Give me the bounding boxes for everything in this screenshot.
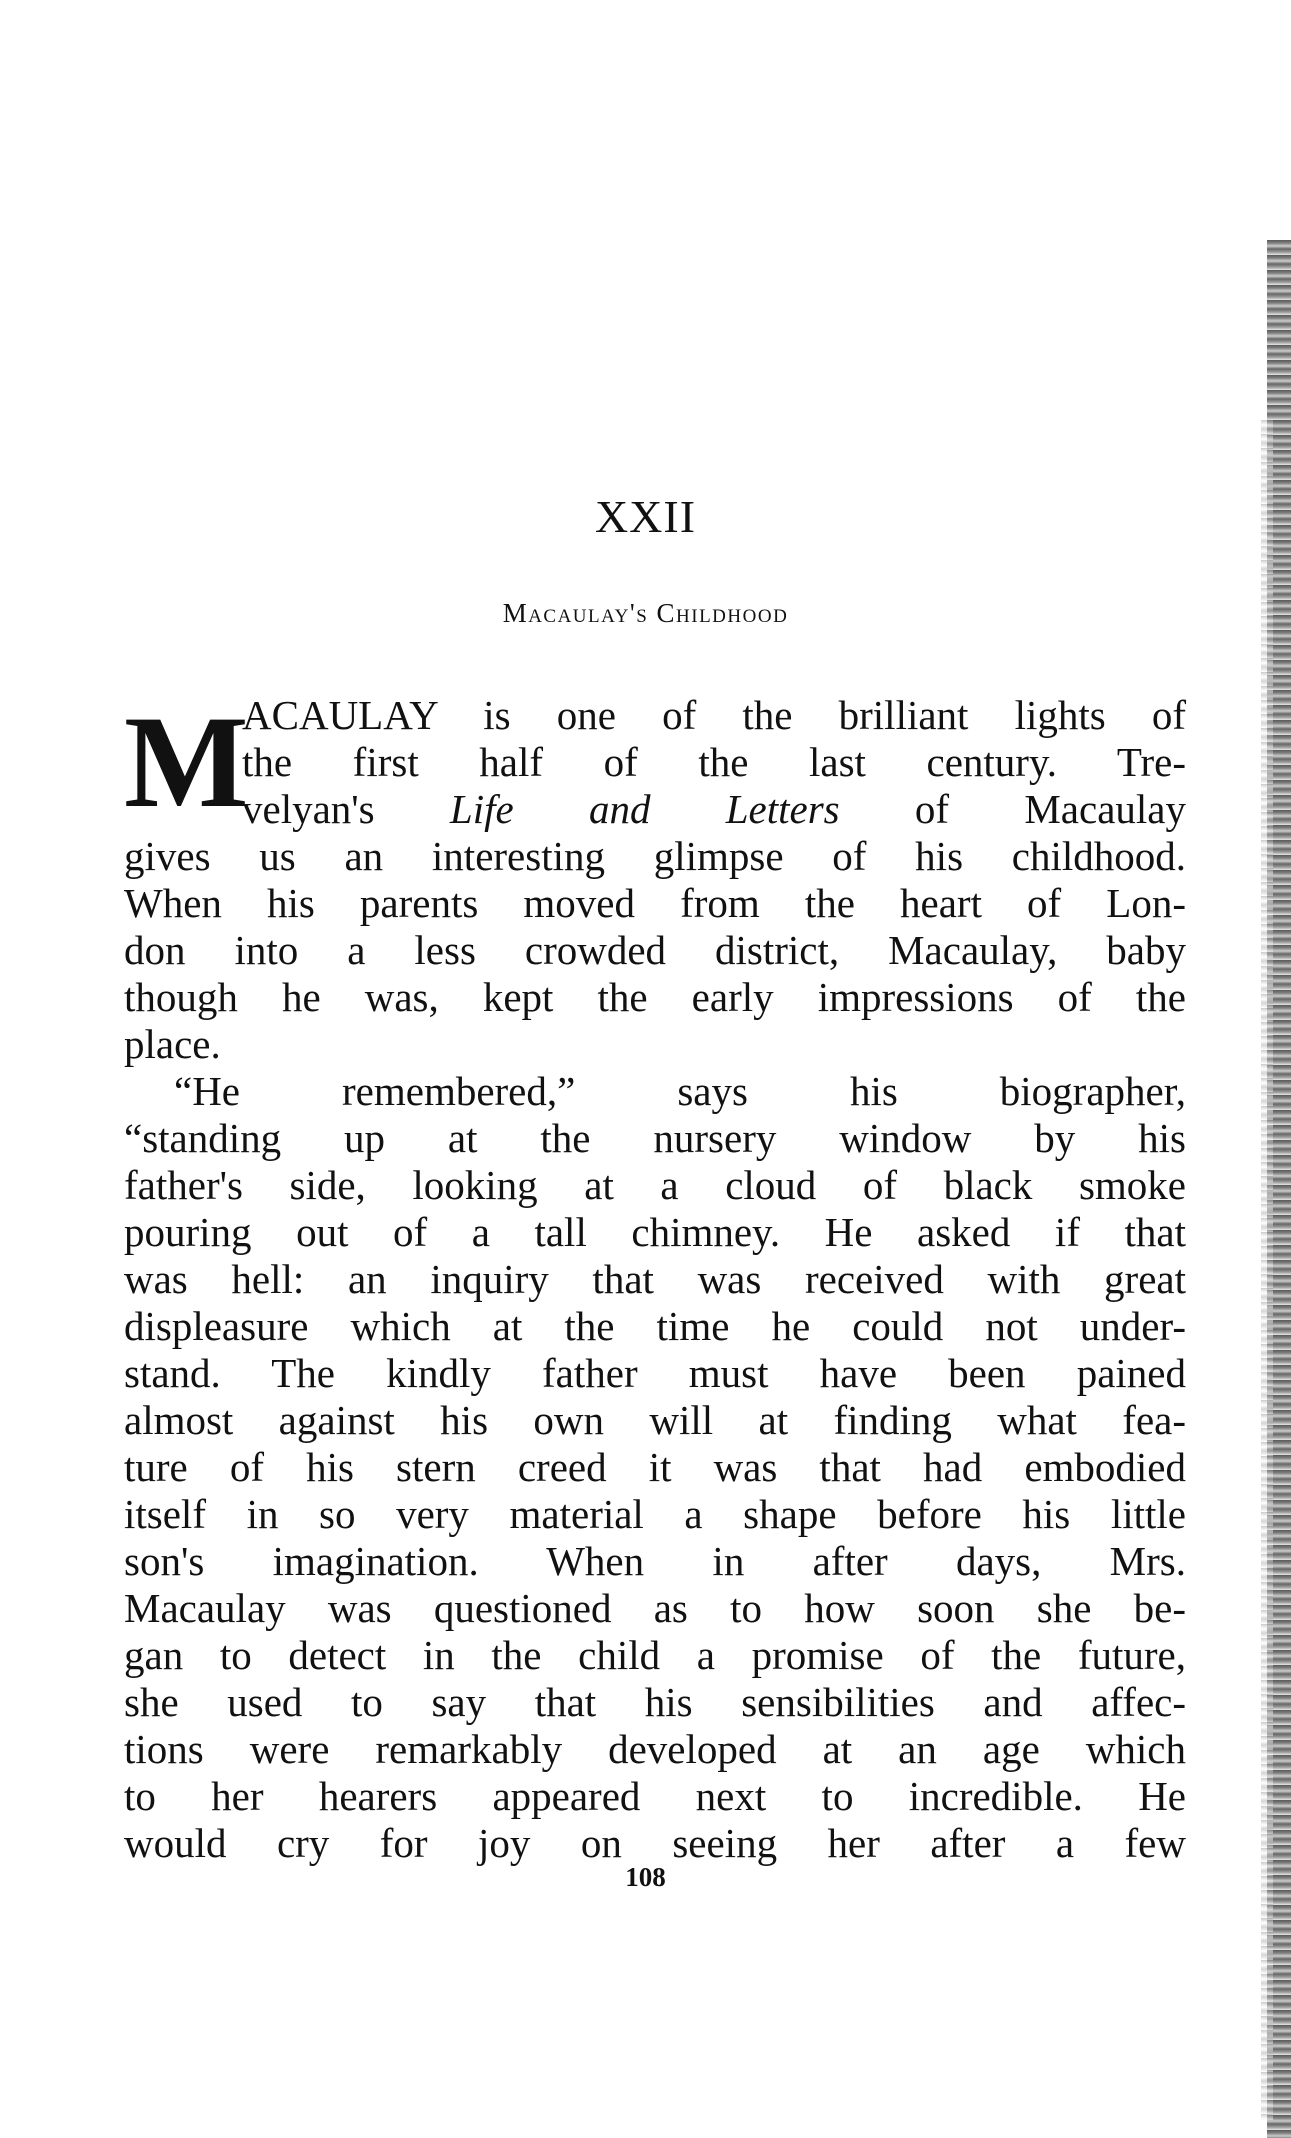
text-line: was hell: an inquiry that was received with great xyxy=(124,1256,1186,1302)
page-number: 108 xyxy=(625,1862,666,1892)
text-line: tions were remarkably developed at an age which xyxy=(124,1726,1186,1772)
text-line: gan to detect in the child a promise of the future, xyxy=(124,1632,1186,1678)
text-line: the first half of the last century. Tre- xyxy=(242,739,1186,785)
text-line: pouring out of a tall chimney. He asked if that xyxy=(124,1209,1186,1255)
text-line: Macaulay was questioned as to how soon she be- xyxy=(124,1585,1186,1631)
text-line: don into a less crowded district, Macaulay, baby xyxy=(124,927,1186,973)
text-line: “standing up at the nursery window by his xyxy=(124,1115,1186,1161)
text-line: ture of his stern creed it was that had embodied xyxy=(124,1444,1186,1490)
text-segment: velyan's xyxy=(242,786,450,832)
chapter-title: Macaulay's Childhood xyxy=(502,598,789,628)
chapter-number: XXII xyxy=(594,491,697,542)
text-line: stand. The kindly father must have been pained xyxy=(124,1350,1186,1396)
text-line: place. xyxy=(124,1021,221,1067)
text-line: When his parents moved from the heart of Lon- xyxy=(124,880,1186,926)
text-line: ACAULAY is one of the brilliant lights of xyxy=(242,692,1186,738)
text-line: father's side, looking at a cloud of black smoke xyxy=(124,1162,1186,1208)
text-line xyxy=(242,786,1186,833)
book-title-italic: Life and Letters xyxy=(449,786,840,832)
text-line: displeasure which at the time he could not under- xyxy=(124,1303,1186,1349)
text-line: “He remembered,” says his biographer, xyxy=(174,1068,1186,1114)
drop-cap: M xyxy=(124,688,249,835)
text-line: itself in so very material a shape before his little xyxy=(124,1491,1186,1537)
text-line: to her hearers appeared next to incredible. He xyxy=(124,1773,1186,1819)
text-segment: of Macaulay xyxy=(839,786,1186,832)
text-line: almost against his own will at finding what fea- xyxy=(124,1397,1186,1443)
text-line: she used to say that his sensibilities and affec- xyxy=(124,1679,1186,1725)
body-text xyxy=(124,688,1186,1867)
text-line: son's imagination. When in after days, Mrs. xyxy=(124,1538,1186,1584)
text-line: though he was, kept the early impressions of the xyxy=(124,974,1186,1020)
text-line: gives us an interesting glimpse of his childhood. xyxy=(124,833,1186,879)
text-line: would cry for joy on seeing her after a few xyxy=(124,1820,1186,1866)
